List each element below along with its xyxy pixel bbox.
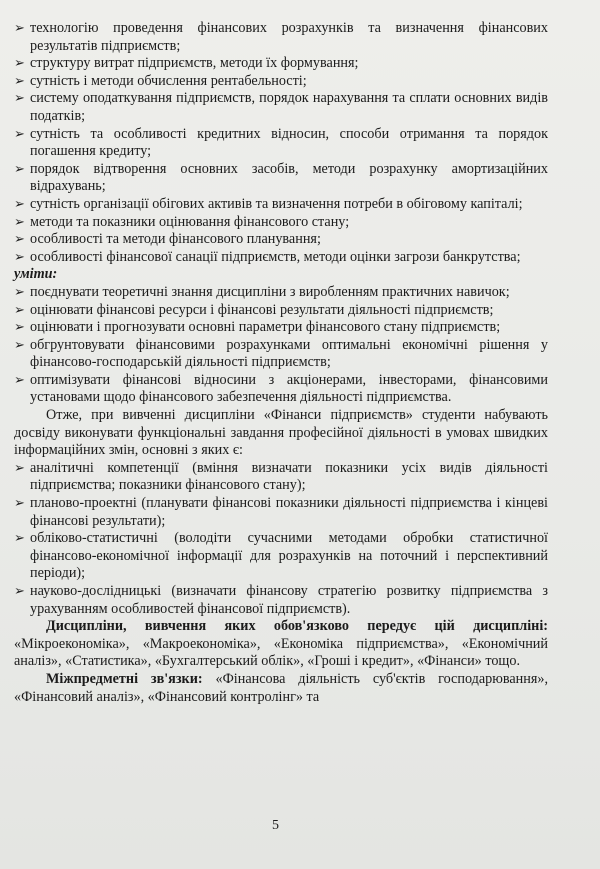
- arrow-bullet-icon: ➢: [14, 460, 25, 476]
- list-item: [14, 20, 548, 55]
- arrow-bullet-icon: ➢: [14, 584, 25, 599]
- skills-heading: уміти:: [14, 266, 58, 283]
- list-item-text: оптимізувати фінансові відносини з акціонерами, інвесторами, фінансовими установами щодо фінансового забезпечення діяльності підприємства.: [30, 371, 548, 406]
- arrow-bullet-icon: ➢: [14, 232, 25, 248]
- list-item-text: структуру витрат підприємств, методи їх формування;: [30, 55, 359, 72]
- list-item: [14, 319, 548, 337]
- list-item: [14, 73, 548, 91]
- list-item: [14, 372, 548, 407]
- list-item-text: обліково-статистичні (володіти сучасними методами обробки статистичної фінансово-економічної інформації для розрахунків на поточний і перспективний періоди);: [30, 530, 548, 582]
- list-item-text: сутність та особливості кредитних відносин, способи отримання та порядок погашення кредиту;: [30, 125, 548, 160]
- list-item: [14, 126, 548, 161]
- arrow-bullet-icon: ➢: [14, 284, 25, 300]
- arrow-bullet-icon: ➢: [14, 73, 25, 89]
- list-item-text: поєднувати теоретичні знання дисципліни з виробленням практичних навичок;: [30, 283, 510, 300]
- prerequisites-paragraph: [14, 618, 548, 671]
- arrow-bullet-icon: ➢: [14, 337, 25, 353]
- arrow-bullet-icon: ➢: [14, 56, 25, 72]
- prerequisites-label: Дисципліни, вивчення яких обов'язково передує цій дисципліні:: [46, 618, 548, 635]
- arrow-bullet-icon: ➢: [14, 161, 25, 177]
- arrow-bullet-icon: ➢: [14, 196, 25, 212]
- competence-list: [14, 460, 548, 618]
- list-item-text: технологію проведення фінансових розрахунків та визначення фінансових результатів підприємств;: [30, 20, 548, 54]
- arrow-bullet-icon: ➢: [14, 91, 25, 107]
- list-item: [14, 90, 548, 125]
- list-item-text: обгрунтовувати фінансовими розрахунками оптимальні економічні рішення у фінансово-господарській діяльності підприємств;: [30, 336, 548, 371]
- arrow-bullet-icon: ➢: [14, 126, 25, 142]
- list-item: [14, 214, 548, 232]
- interdisciplinary-text: «Фінансова діяльність суб'єктів господарювання», «Фінансовий аналіз», «Фінансовий контролінг» та: [14, 670, 548, 705]
- knowledge-list: [14, 20, 548, 266]
- list-item-text: науково-дослідницькі (визначати фінансову стратегію розвитку підприємства з урахуванням особливостей фінансової підприємств).: [30, 583, 548, 617]
- list-item: [14, 337, 548, 372]
- list-item: [14, 302, 548, 320]
- list-item: [14, 495, 548, 530]
- list-item: [14, 249, 548, 267]
- list-item: [14, 231, 548, 249]
- list-item: [14, 460, 548, 495]
- list-item-text: аналітичні компетенції (вміння визначати показники усіх видів діяльності підприємства; показники фінансового стану);: [30, 459, 548, 494]
- interdisciplinary-paragraph: [14, 671, 548, 706]
- list-item: [14, 583, 548, 618]
- arrow-bullet-icon: ➢: [14, 372, 25, 388]
- arrow-bullet-icon: ➢: [14, 21, 25, 36]
- list-item: [14, 55, 548, 73]
- prerequisites-text: «Мікроекономіка», «Макроекономіка», «Економіка підприємства», «Економічний аналіз», «Статистика», «Бухгалтерський облік», «Гроші і кредит», «Фінанси» тощо.: [14, 635, 548, 670]
- arrow-bullet-icon: ➢: [14, 531, 25, 547]
- list-item-text: сутність і методи обчислення рентабельності;: [30, 72, 307, 89]
- list-item-text: порядок відтворення основних засобів, методи розрахунку амортизаційних відрахувань;: [30, 160, 548, 195]
- intro-paragraph: Отже, при вивченні дисципліни «Фінанси підприємств» студенти набувають досвіду виконувати функціональні завдання професійної діяльності в умовах швидких інформаційних змін, основні з яких є:: [14, 407, 548, 459]
- list-item: [14, 284, 548, 302]
- list-item-text: систему оподаткування підприємств, порядок нарахування та сплати основних видів податків;: [30, 90, 548, 124]
- page-number: 5: [272, 818, 279, 833]
- skills-list: [14, 284, 548, 407]
- list-item-text: особливості та методи фінансового планування;: [30, 231, 321, 248]
- list-item-text: планово-проектні (планувати фінансові показники діяльності підприємства і кінцеві фінансові результати);: [30, 495, 548, 529]
- page-content: [14, 20, 548, 706]
- arrow-bullet-icon: ➢: [14, 302, 25, 318]
- list-item: [14, 196, 548, 214]
- list-item-text: особливості фінансової санації підприємств, методи оцінки загрози банкрутства;: [30, 248, 521, 265]
- list-item-text: оцінювати фінансові ресурси і фінансові результати діяльності підприємств;: [30, 301, 494, 318]
- list-item-text: оцінювати і прогнозувати основні параметри фінансового стану підприємств;: [30, 319, 501, 336]
- list-item-text: сутність організації обігових активів та визначення потреби в обіговому капіталі;: [30, 195, 523, 212]
- list-item: [14, 530, 548, 583]
- arrow-bullet-icon: ➢: [14, 496, 25, 512]
- arrow-bullet-icon: ➢: [14, 320, 25, 336]
- interdisciplinary-label: Міжпредметні зв'язки:: [46, 670, 203, 687]
- arrow-bullet-icon: ➢: [14, 214, 25, 230]
- arrow-bullet-icon: ➢: [14, 249, 25, 265]
- list-item: [14, 161, 548, 196]
- list-item-text: методи та показники оцінювання фінансового стану;: [30, 213, 350, 230]
